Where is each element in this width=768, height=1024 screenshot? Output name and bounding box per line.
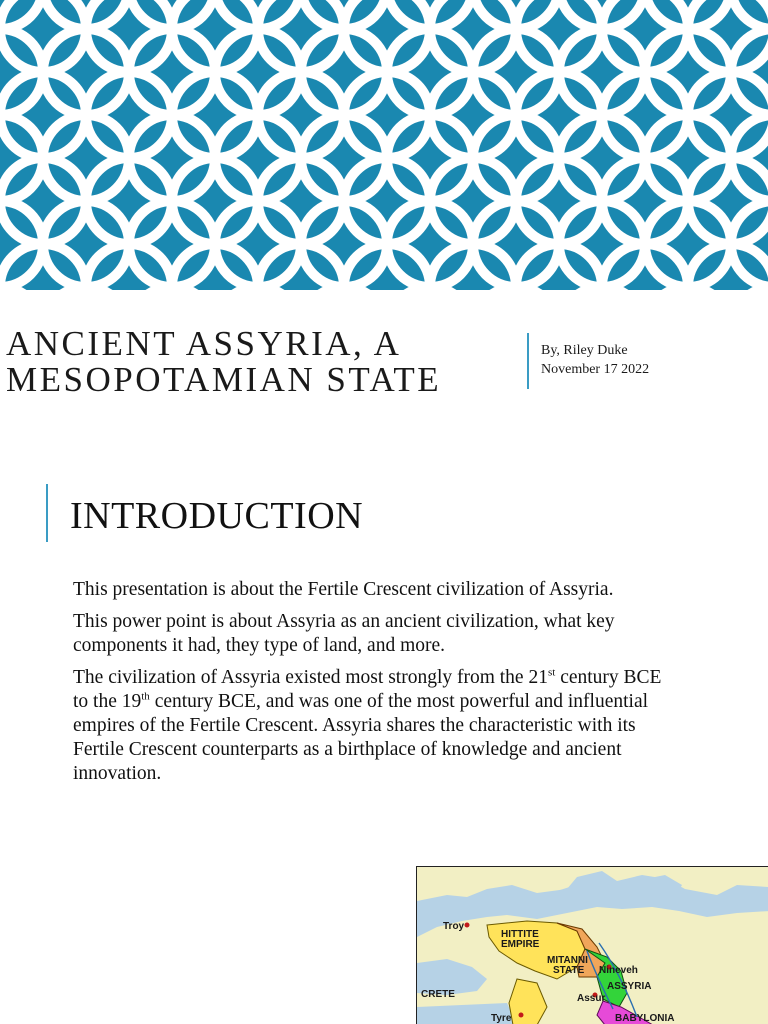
map-label-hittite-1: HITTITE: [501, 929, 539, 940]
map-label-hittite-2: EMPIRE: [501, 939, 540, 950]
section-heading: INTRODUCTION: [70, 495, 364, 537]
map-label-mitanni-2: STATE: [553, 965, 585, 976]
slide-title: [6, 326, 441, 398]
map-label-babylonia: BABYLONIA: [615, 1013, 675, 1024]
intro-paragraph-3: [73, 666, 673, 786]
p3-text-b: century BCE to the 19: [73, 667, 662, 712]
map-label-assur: Assur: [577, 993, 606, 1004]
p3-text-a: The civilization of Assyria existed most strongly from the 21: [73, 667, 548, 688]
intro-paragraph-1: This presentation is about the Fertile Crescent civilization of Assyria.: [73, 579, 614, 600]
slide-title-line-2: MESOPOTAMIAN STATE: [6, 360, 442, 399]
map-illustration: [417, 867, 768, 1024]
title-divider: [527, 333, 529, 389]
map-label-troy: Troy: [443, 921, 465, 932]
intro-body: [73, 578, 673, 794]
map-label-crete: CRETE: [421, 989, 455, 1000]
title-pattern-band: [0, 0, 768, 290]
fertile-crescent-map: [416, 866, 768, 1024]
presentation-date: November 17 2022: [541, 362, 650, 377]
map-label-mitanni-1: MITANNI: [547, 955, 588, 966]
intro-paragraph-2: This power point is about Assyria as an ancient civilization, what key components it had, they type of land, and more.: [73, 611, 615, 656]
interlocking-circles-pattern: [0, 0, 768, 290]
slide-title-line-1: ANCIENT ASSYRIA, A: [6, 324, 402, 363]
author-name: By, Riley Duke: [541, 343, 628, 358]
p3-text-c: century BCE, and was one of the most powerful and influential empires of the Fertile Crescent. Assyria shares the characteristic with its Fertile Crescent counterparts as a birthplace of knowledge and ancient innovation.: [73, 691, 649, 784]
map-label-nineveh: Nineveh: [599, 965, 638, 976]
map-label-assyria: ASSYRIA: [607, 981, 652, 992]
byline: [541, 341, 649, 379]
p3-sup-th: th: [141, 690, 150, 703]
heading-accent-bar: [46, 484, 48, 542]
map-label-tyre: Tyre: [491, 1013, 512, 1024]
p3-sup-st: st: [547, 666, 556, 679]
